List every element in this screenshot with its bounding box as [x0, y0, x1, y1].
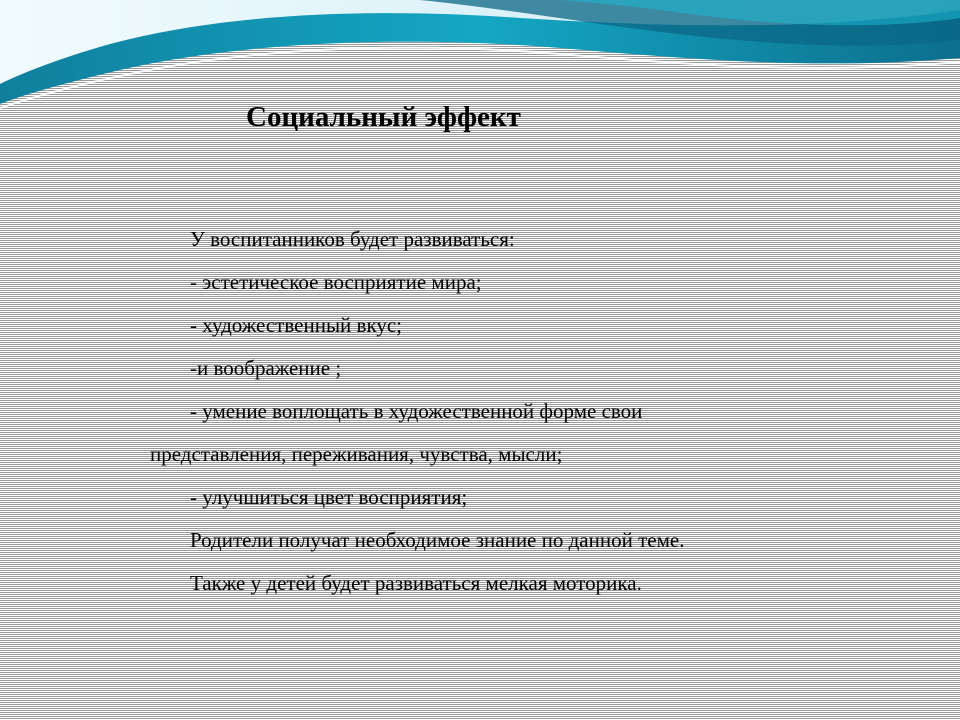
paragraph-motor-skills: Также у детей будет развиваться мелкая моторика.	[190, 571, 642, 595]
slide-title: Социальный эффект	[246, 101, 521, 133]
paragraph-parents: Родители получат необходимое знание по данной теме.	[190, 528, 685, 552]
list-item: -и воображение ;	[190, 356, 342, 380]
list-item: - художественный вкус;	[190, 313, 403, 337]
list-item: - эстетическое восприятие мира;	[190, 270, 482, 294]
list-item: - улучшиться цвет восприятия;	[190, 485, 468, 509]
list-item: - умение воплощать в художественной форме свои представления, переживания, чувства, мысли;	[150, 399, 643, 466]
slide-body	[150, 218, 850, 605]
paragraph-intro: У воспитанников будет развиваться:	[190, 227, 515, 251]
